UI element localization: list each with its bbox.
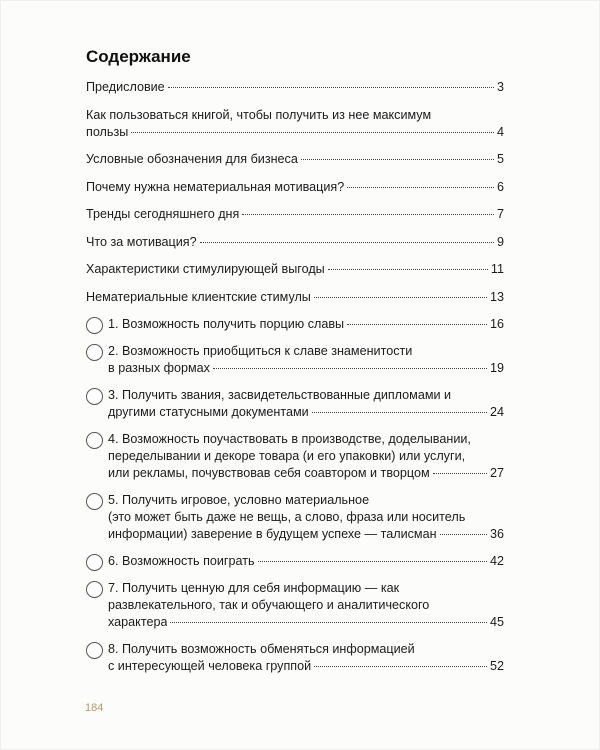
stimulus-entry[interactable] — [86, 641, 504, 675]
toc-entry-title: Почему нужна нематериальная мотивация? — [86, 179, 345, 194]
toc-entry-page: 3 — [496, 80, 504, 94]
leader-dots — [312, 412, 487, 413]
toc-entry-title: Предисловие — [86, 80, 165, 94]
leader-dots — [170, 622, 487, 623]
checkbox-circle-icon[interactable] — [86, 554, 103, 571]
toc-entry-page: 7 — [496, 207, 504, 221]
stimulus-entry[interactable] — [86, 431, 504, 482]
stimulus-page: 52 — [489, 659, 504, 673]
toc-entry-title: Что за мотивация? — [86, 234, 197, 249]
toc-entry[interactable] — [86, 261, 504, 278]
toc-entry-title: пользы — [86, 124, 129, 139]
toc-entry[interactable] — [86, 206, 504, 223]
checkbox-circle-icon[interactable] — [86, 388, 103, 405]
leader-dots — [314, 666, 487, 667]
stimulus-page: 27 — [489, 466, 504, 480]
toc-entry[interactable] — [86, 151, 504, 168]
toc-entry-page: 13 — [489, 289, 504, 304]
checkbox-circle-icon[interactable] — [86, 642, 103, 659]
toc-entry-page: 6 — [496, 179, 504, 194]
stimulus-entry[interactable] — [86, 580, 504, 631]
checkbox-circle-icon[interactable] — [86, 344, 103, 361]
stimulus-page: 36 — [489, 527, 504, 541]
stimulus-title: с интересующей человека группой — [108, 659, 312, 673]
toc-entry[interactable] — [86, 289, 504, 306]
toc-entry[interactable] — [86, 107, 504, 141]
stimulus-title: переделывании и декоре товара (и его упаковки) или услуги, — [108, 449, 466, 463]
stimulus-title: в разных формах — [108, 361, 210, 375]
toc-entry-title: Условные обозначения для бизнеса — [86, 152, 298, 166]
stimulus-title: 2. Возможность приобщиться к славе знаменитости — [108, 344, 413, 358]
leader-dots — [200, 242, 494, 243]
stimulus-title: 7. Получить ценную для себя информацию — как — [108, 581, 400, 595]
toc-entry[interactable] — [86, 179, 504, 196]
page-title: Содержание — [86, 47, 191, 66]
table-of-contents — [86, 79, 504, 685]
stimulus-title: информации) заверение в будущем успехе — талисман — [108, 527, 437, 541]
stimulus-entry[interactable] — [86, 553, 504, 570]
stimulus-entry[interactable] — [86, 316, 504, 333]
stimulus-title: (это может быть даже не вещь, а слово, фраза или носитель — [108, 510, 466, 524]
checkbox-circle-icon[interactable] — [86, 317, 103, 334]
stimulus-page: 16 — [489, 317, 504, 331]
leader-dots — [258, 561, 487, 562]
stimulus-title: 1. Возможность получить порцию славы — [108, 317, 345, 331]
stimulus-title: другими статусными документами — [108, 405, 309, 419]
leader-dots — [347, 187, 494, 188]
stimulus-title: 8. Получить возможность обменяться информацией — [108, 642, 415, 656]
stimulus-title: развлекательного, так и обучающего и аналитического — [108, 598, 430, 612]
toc-entry-title: Тренды сегодняшнего дня — [86, 207, 240, 221]
toc-entry[interactable] — [86, 234, 504, 251]
stimulus-entry[interactable] — [86, 492, 504, 543]
leader-dots — [433, 473, 487, 474]
toc-entry-page: 4 — [496, 124, 504, 139]
toc-entry-title: Характеристики стимулирующей выгоды — [86, 262, 325, 276]
leader-dots — [213, 368, 487, 369]
leader-dots — [347, 324, 487, 325]
checkbox-circle-icon[interactable] — [86, 432, 103, 449]
toc-entry[interactable] — [86, 79, 504, 96]
stimulus-page: 45 — [489, 615, 504, 629]
stimulus-entry[interactable] — [86, 387, 504, 421]
stimulus-page: 24 — [489, 405, 504, 419]
toc-entry-page: 9 — [496, 234, 504, 249]
stimulus-title: 4. Возможность поучаствовать в производстве, доделывании, — [108, 432, 471, 446]
leader-dots — [301, 159, 494, 160]
stimulus-page: 19 — [489, 361, 504, 375]
leader-dots — [168, 87, 494, 88]
leader-dots — [440, 534, 487, 535]
stimulus-title: 5. Получить игровое, условно материальное — [108, 493, 370, 507]
toc-entry-title: Нематериальные клиентские стимулы — [86, 289, 311, 304]
stimulus-page: 42 — [489, 554, 504, 568]
checkbox-circle-icon[interactable] — [86, 493, 103, 510]
toc-entry-page: 5 — [496, 152, 504, 166]
leader-dots — [314, 297, 487, 298]
stimulus-title: 6. Возможность поиграть — [108, 554, 255, 568]
stimulus-title: или рекламы, почувствовав себя соавтором и творцом — [108, 466, 430, 480]
stimulus-title: характера — [108, 615, 168, 629]
toc-entry-title: Как пользоваться книгой, чтобы получить из нее максимум — [86, 107, 432, 122]
stimulus-entry[interactable] — [86, 343, 504, 377]
leader-dots — [328, 269, 488, 270]
page-number: 184 — [85, 702, 104, 714]
checkbox-circle-icon[interactable] — [86, 581, 103, 598]
stimulus-title: 3. Получить звания, засвидетельствованные дипломами и — [108, 388, 452, 402]
toc-entry-page: 11 — [490, 262, 504, 276]
leader-dots — [131, 132, 494, 133]
leader-dots — [242, 214, 494, 215]
